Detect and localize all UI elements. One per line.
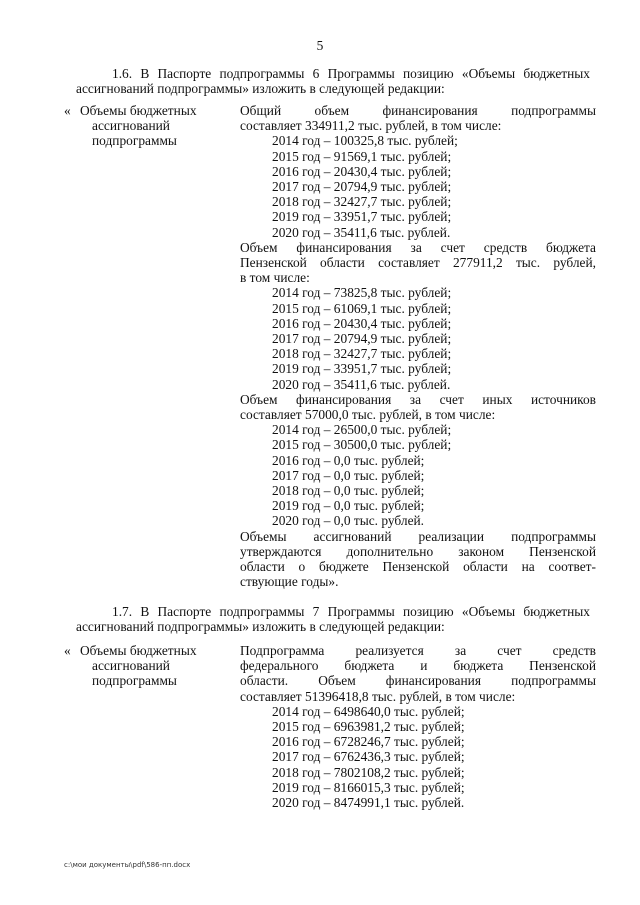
body-text: Подпрограмма реализуется за счет средств [240,643,596,658]
body-text: составляет 51396418,8 тыс. рублей, в том числе: [240,688,516,704]
year-line: 2015 год – 6963981,2 тыс. рублей; [272,719,465,735]
year-line: 2017 год – 20794,9 тыс. рублей; [272,179,452,195]
year-line: 2016 год – 20430,4 тыс. рублей; [272,163,452,179]
section-1-7-intro: 1.7. В Паспорте подпрограммы 7 Программы позицию «Объемы бюджетных ассигнований подпрограммы» изложить в следующей редакции: [76,604,590,635]
year-line: 2015 год – 91569,1 тыс. рублей; [272,148,452,164]
closing-text: Объемы ассигнований реализации подпрограммы [240,528,596,544]
closing-text: утверждаются дополнительно законом Пензенской [240,543,596,559]
year-line: 2017 год – 20794,9 тыс. рублей; [272,331,452,347]
year-line: 2018 год – 0,0 тыс. рублей; [272,483,425,499]
page-number: 5 [316,38,324,53]
closing-text: ствующие годы». [240,574,339,590]
quote-mark: « [64,103,71,118]
section-1-6-intro: 1.6. В Паспорте подпрограммы 6 Программы позицию «Объемы бюджетных ассигнований подпрограммы» изложить в следующей редакции: [76,66,590,97]
year-line: 2018 год – 32427,7 тыс. рублей; [272,194,452,210]
regional-text: Объем финансирования за счет средств бюджета [240,239,596,255]
label-line: Объемы бюджетных [80,103,197,118]
year-line: 2019 год – 8166015,3 тыс. рублей; [272,779,465,795]
year-line: 2016 год – 0,0 тыс. рублей; [272,452,425,468]
label-line: Объемы бюджетных [80,643,197,658]
year-line: 2016 год – 20430,4 тыс. рублей; [272,315,452,331]
year-line: 2019 год – 33951,7 тыс. рублей; [272,209,452,225]
regional-text: Пензенской области составляет 277911,2 тыс. рублей, [240,255,596,271]
year-line: 2019 год – 0,0 тыс. рублей; [272,498,425,514]
year-line: 2020 год – 8474991,1 тыс. рублей. [272,795,465,811]
year-line: 2015 год – 61069,1 тыс. рублей; [272,300,452,316]
position-label [80,103,220,149]
position-content [240,643,596,810]
other-text: Объем финансирования за счет иных источников [240,391,596,407]
quote-mark: « [64,643,71,658]
year-line: 2020 год – 0,0 тыс. рублей. [272,513,425,529]
label-line: подпрограммы [92,673,177,689]
year-line: 2017 год – 0,0 тыс. рублей; [272,467,425,483]
body-text: федерального бюджета и бюджета Пензенской [240,658,596,674]
year-line: 2017 год – 6762436,3 тыс. рублей; [272,749,465,765]
year-line: 2014 год – 73825,8 тыс. рублей; [272,285,452,301]
total-text: составляет 334911,2 тыс. рублей, в том числе: [240,118,502,134]
year-line: 2014 год – 100325,8 тыс. рублей; [272,133,458,149]
closing-text: области о бюджете Пензенской области на соответ- [240,559,596,575]
year-line: 2020 год – 35411,6 тыс. рублей. [272,224,451,240]
label-line: подпрограммы [92,133,177,149]
year-line: 2015 год – 30500,0 тыс. рублей; [272,437,452,453]
body-text: области. Объем финансирования подпрограммы [240,673,596,689]
position-label [80,643,220,689]
year-line: 2018 год – 32427,7 тыс. рублей; [272,346,452,362]
label-line: ассигнований [92,118,170,134]
year-line: 2014 год – 26500,0 тыс. рублей; [272,422,452,438]
year-line: 2018 год – 7802108,2 тыс. рублей; [272,764,465,780]
year-line: 2016 год – 6728246,7 тыс. рублей; [272,734,465,750]
regional-text: в том числе: [240,270,310,286]
total-text: Общий объем финансирования подпрограммы [240,103,596,118]
position-content [240,103,596,590]
label-line: ассигнований [92,658,170,674]
year-line: 2019 год – 33951,7 тыс. рублей; [272,361,452,377]
other-text: составляет 57000,0 тыс. рублей, в том числе: [240,407,496,423]
footer-file-path: c:\мои документы\pdf\586-пп.docx [64,861,191,869]
year-line: 2020 год – 35411,6 тыс. рублей. [272,376,451,392]
year-line: 2014 год – 6498640,0 тыс. рублей; [272,703,465,719]
